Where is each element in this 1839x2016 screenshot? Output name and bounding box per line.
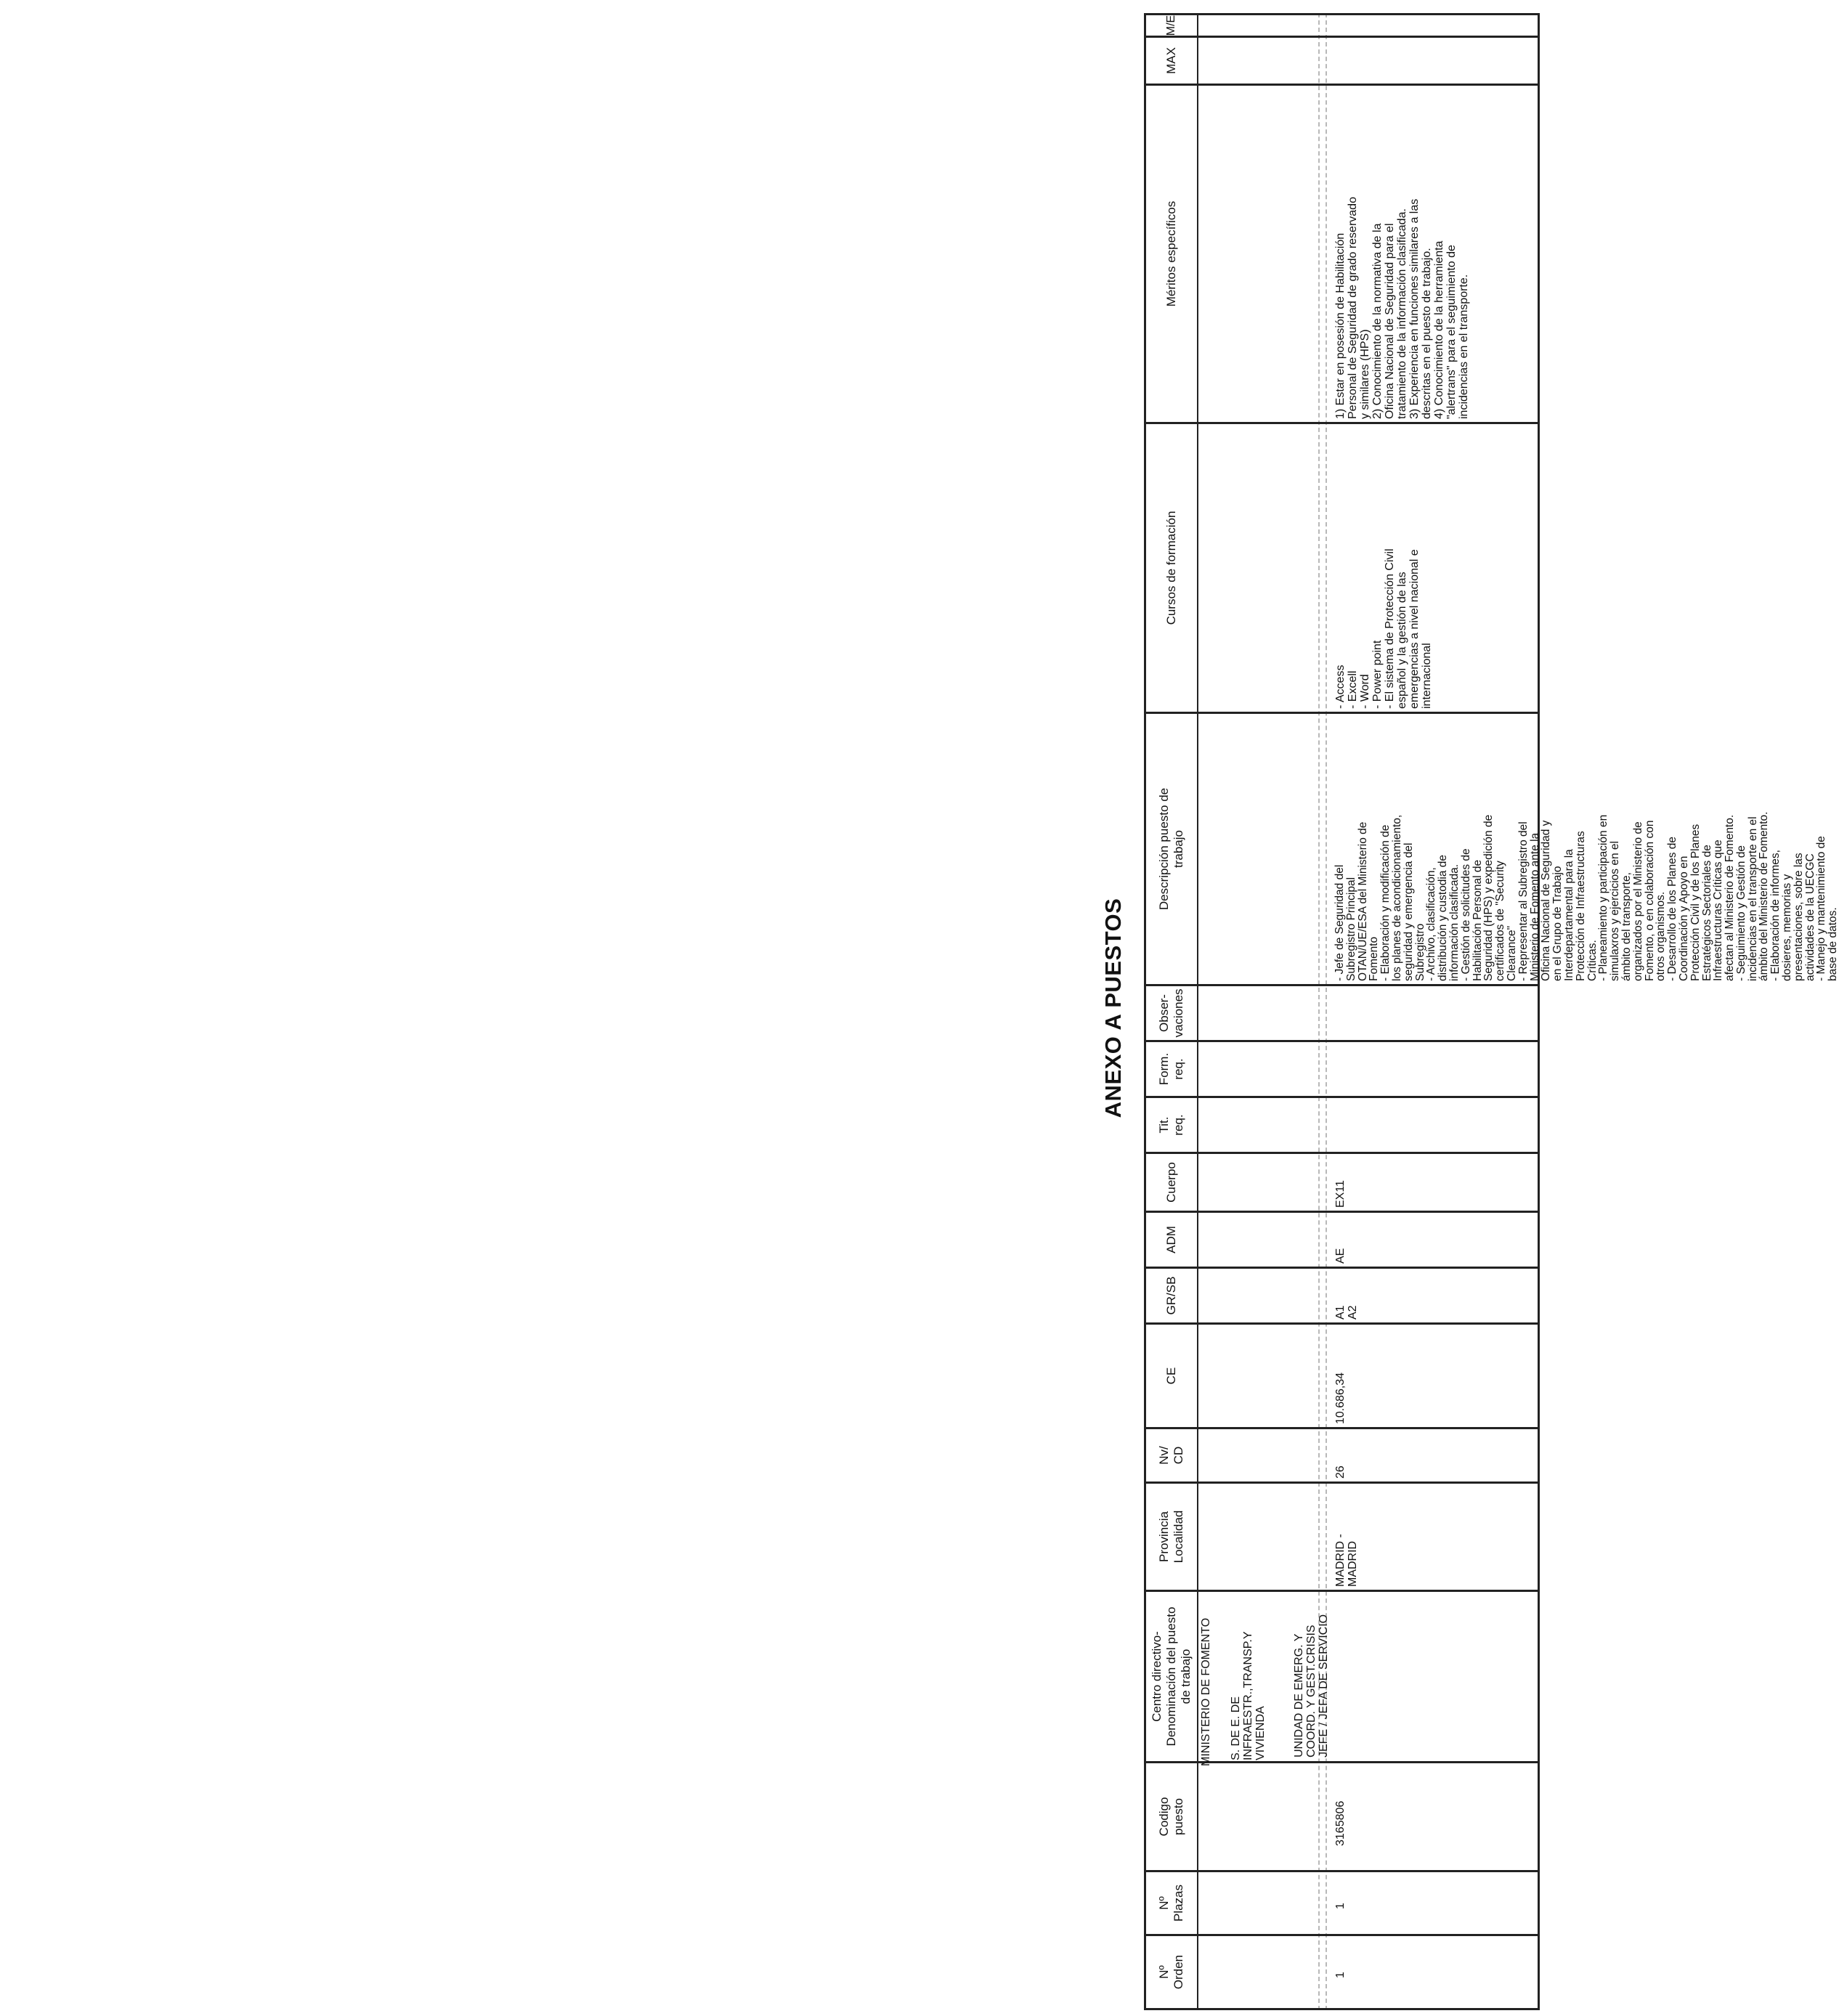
cell-meritos: 1) Estar en posesión de Habilitación Personal de Seguridad de grado reservado y similares (HPS) 2) Conocimiento de la normativa de la Oficina Nacional de Seguridad para el tratamiento de la información clasificada. 3) Experiencia en funciones similares a las descritas en el puesto de trabajo. 4) Conocimiento de la herramienta "alertrans" para el seguimiento de incidencias en el transporte. bbox=[1334, 197, 1470, 419]
column-border bbox=[1144, 1040, 1540, 1042]
header-ce: CE bbox=[1164, 1367, 1178, 1385]
header-cursos: Cursos de formación bbox=[1164, 511, 1178, 625]
cell-plazas: 1 bbox=[1334, 1903, 1347, 1909]
secretaria-label: S. DE E. DE INFRAESTR.,TRANSP.Y VIVIENDA bbox=[1230, 1631, 1267, 1760]
header-me: M/E bbox=[1165, 15, 1177, 36]
header-observaciones: Obser- vaciones bbox=[1157, 988, 1185, 1038]
table-bottom-border bbox=[1538, 13, 1540, 2010]
cell-descripcion: - Jefe de Seguridad del Subregistro Principal OTAN/UE/ESA del Ministerio de Fomento - Elaboración y modificación de los planes de acondicionamiento, seguridad y emergencia del Subregistro - Archivo, clasificación, distribución y custodia de información clasificada. - Gestión de solicitudes de Habilitación Personal de Seguridad (HPS) y expedición de certificados de "Security Clearance" - Representar al Subregistro del Ministerio de Fomento ante la Oficina Nacional de Seguridad y en el Grupo de Trabajo Interdepartamental para la Protección de Infraestructuras Críticas. - Planeamiento y participación en simulaxros y ejercicios en el ámbito del transporte, organizados por el Ministerio de Fomento, o en colaboración con otros organismos. - Desarrollo de los Planes de Coordinación y Apoyo en Protección Civil y de los Planes Estratégicos Sectoriales de Infraestructuras Críticas que afectan al Ministerio de Fomento. - Seguimiento y Gestión de incidencias en el transporte en el ámbito del Ministerio de Fomento. - Elaboración de informes, dosieres, memorias y presentaciones, sobre las actividades de la UECGC - Manejo y mantenimiento de base de datos. bbox=[1333, 811, 1839, 981]
column-border bbox=[1144, 984, 1540, 986]
header-meritos: Méritos específicos bbox=[1164, 200, 1178, 307]
cell-centro: UNIDAD DE EMERG. Y COORD. Y GEST.CRISIS JEFE / JEFA DE SERVICIO bbox=[1293, 1614, 1330, 1757]
header-centro: Centro directivo- Denominación del puesto de trabajo bbox=[1150, 1606, 1193, 1747]
header-titulacion: Tit. req. bbox=[1157, 1114, 1185, 1136]
cell-provincia: MADRID - MADRID bbox=[1334, 1534, 1359, 1587]
header-adm: ADM bbox=[1164, 1226, 1178, 1253]
header-divider bbox=[1197, 13, 1198, 2010]
cell-nivel: 26 bbox=[1334, 1466, 1347, 1479]
header-grupo: GR/SB bbox=[1164, 1276, 1178, 1315]
column-border bbox=[1144, 36, 1540, 38]
header-cuerpo: Cuerpo bbox=[1164, 1162, 1178, 1203]
ministerio-label: MINISTERIO DE FOMENTO bbox=[1200, 1617, 1212, 1766]
cell-orden: 1 bbox=[1334, 1972, 1347, 1978]
cell-codigo: 3165806 bbox=[1334, 1800, 1347, 1846]
cell-cursos: - Access - Excell - Word - Power point - El sistema de Protección Civil español y la gestión de las emergencias a nivel nacional e internacional bbox=[1334, 548, 1433, 709]
header-descripcion: Descripción puesto de trabajo bbox=[1157, 787, 1185, 911]
column-border bbox=[1144, 1590, 1540, 1592]
cell-grupo: A1 A2 bbox=[1334, 1305, 1359, 1320]
column-border bbox=[1144, 1096, 1540, 1098]
column-border bbox=[1144, 2008, 1540, 2010]
header-nivel: Nv/ CD bbox=[1157, 1446, 1185, 1465]
cell-adm: AE bbox=[1334, 1248, 1347, 1264]
cell-ce: 10.686,34 bbox=[1334, 1372, 1347, 1424]
header-codigo: Codigo puesto bbox=[1157, 1797, 1185, 1837]
header-formacion: Form. req. bbox=[1157, 1052, 1185, 1086]
positions-table bbox=[1144, 13, 1839, 2010]
page-title: ANEXO A PUESTOS bbox=[1100, 898, 1126, 1118]
header-provincia: Provincia Localidad bbox=[1157, 1510, 1185, 1564]
header-plazas: Nº Plazas bbox=[1157, 1884, 1185, 1922]
header-max: MAX bbox=[1164, 47, 1178, 74]
column-border bbox=[1144, 13, 1540, 15]
cell-cuerpo: EX11 bbox=[1334, 1180, 1347, 1208]
header-orden: Nº Orden bbox=[1157, 1954, 1185, 1990]
